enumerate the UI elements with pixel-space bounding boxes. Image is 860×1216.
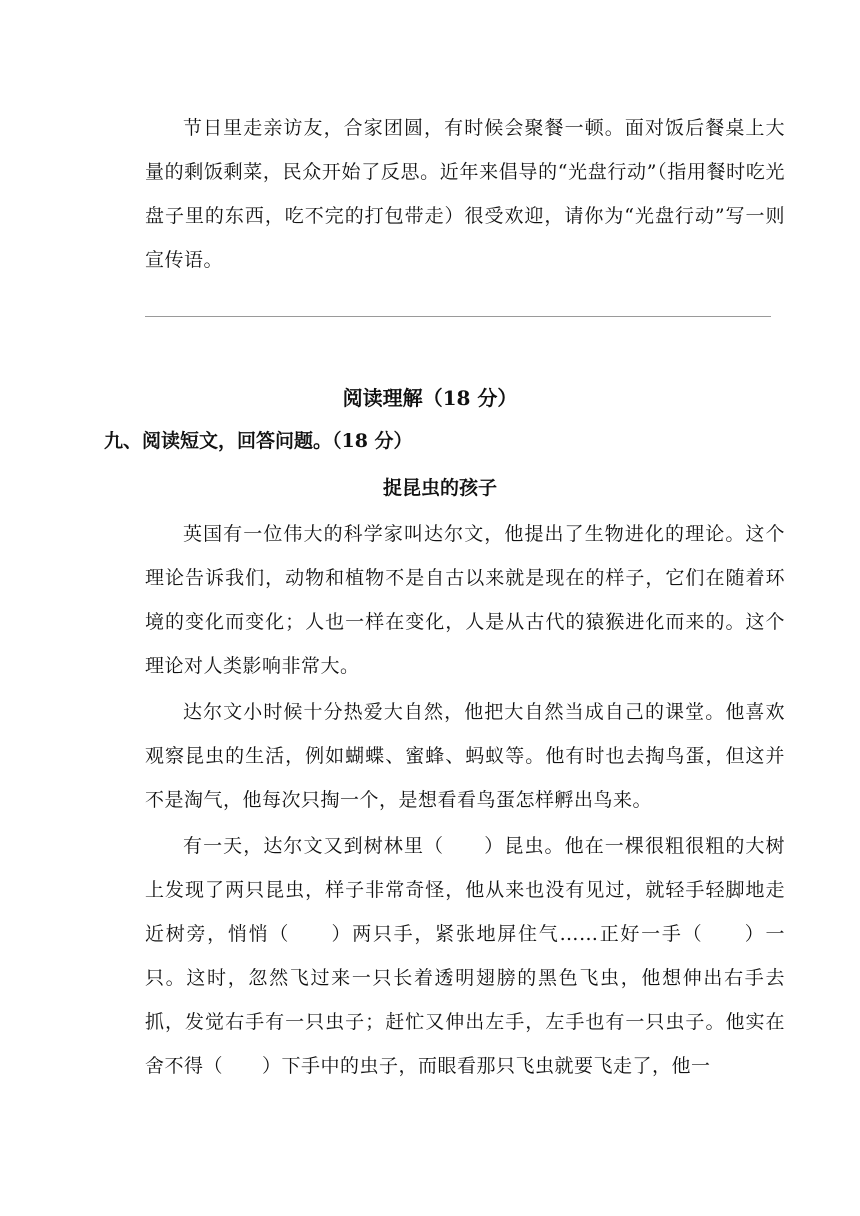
writing-prompt-paragraph: 节日里走亲访友，合家团圆，有时候会聚餐一顿。面对饭后餐桌上大量的剩饭剩菜，民众开始了反思。近年来倡导的“光盘行动”（指用餐时吃光盘子里的东西，吃不完的打包带走）很受欢迎，请你为“光盘行动”写一则宣传语。 (145, 117, 785, 271)
story-paragraph-3: 有一天，达尔文又到树林里（ ）昆虫。他在一棵很粗很粗的大树上发现了两只昆虫，样子非常奇怪，他从来也没有见过，就轻手轻脚地走近树旁，悄悄（ ）两只手，紧张地屏住气……正好一手（ ）一只。这时，忽然飞过来一只长着透明翅膀的黑色飞虫，他想伸出右手去抓，发觉右手有一只虫子；赶忙又伸出左手，左手也有一只虫子。他实在舍不得（ ）下手中的虫子，而眼看那只飞虫就要飞走了，他一 (145, 835, 785, 1077)
answer-line[interactable] (145, 316, 771, 317)
section-title: 阅读理解（18 分） (342, 386, 518, 410)
story-paragraph-1: 英国有一位伟大的科学家叫达尔文，他提出了生物进化的理论。这个理论告诉我们，动物和植物不是自古以来就是现在的样子，它们在随着环境的变化而变化；人也一样在变化，人是从古代的猿猴进化而来的。这个理论对人类影响非常大。 (145, 523, 785, 677)
question-heading: 九、阅读短文，回答问题。（18 分） (104, 430, 413, 452)
story-paragraph-2: 达尔文小时候十分热爱大自然，他把大自然当成自己的课堂。他喜欢观察昆虫的生活，例如蝴蝶、蜜蜂、蚂蚁等。他有时也去掏鸟蛋，但这并不是淘气，他每次只掏一个，是想看看鸟蛋怎样孵出鸟来。 (145, 701, 785, 811)
story-title: 捉昆虫的孩子 (382, 477, 497, 499)
